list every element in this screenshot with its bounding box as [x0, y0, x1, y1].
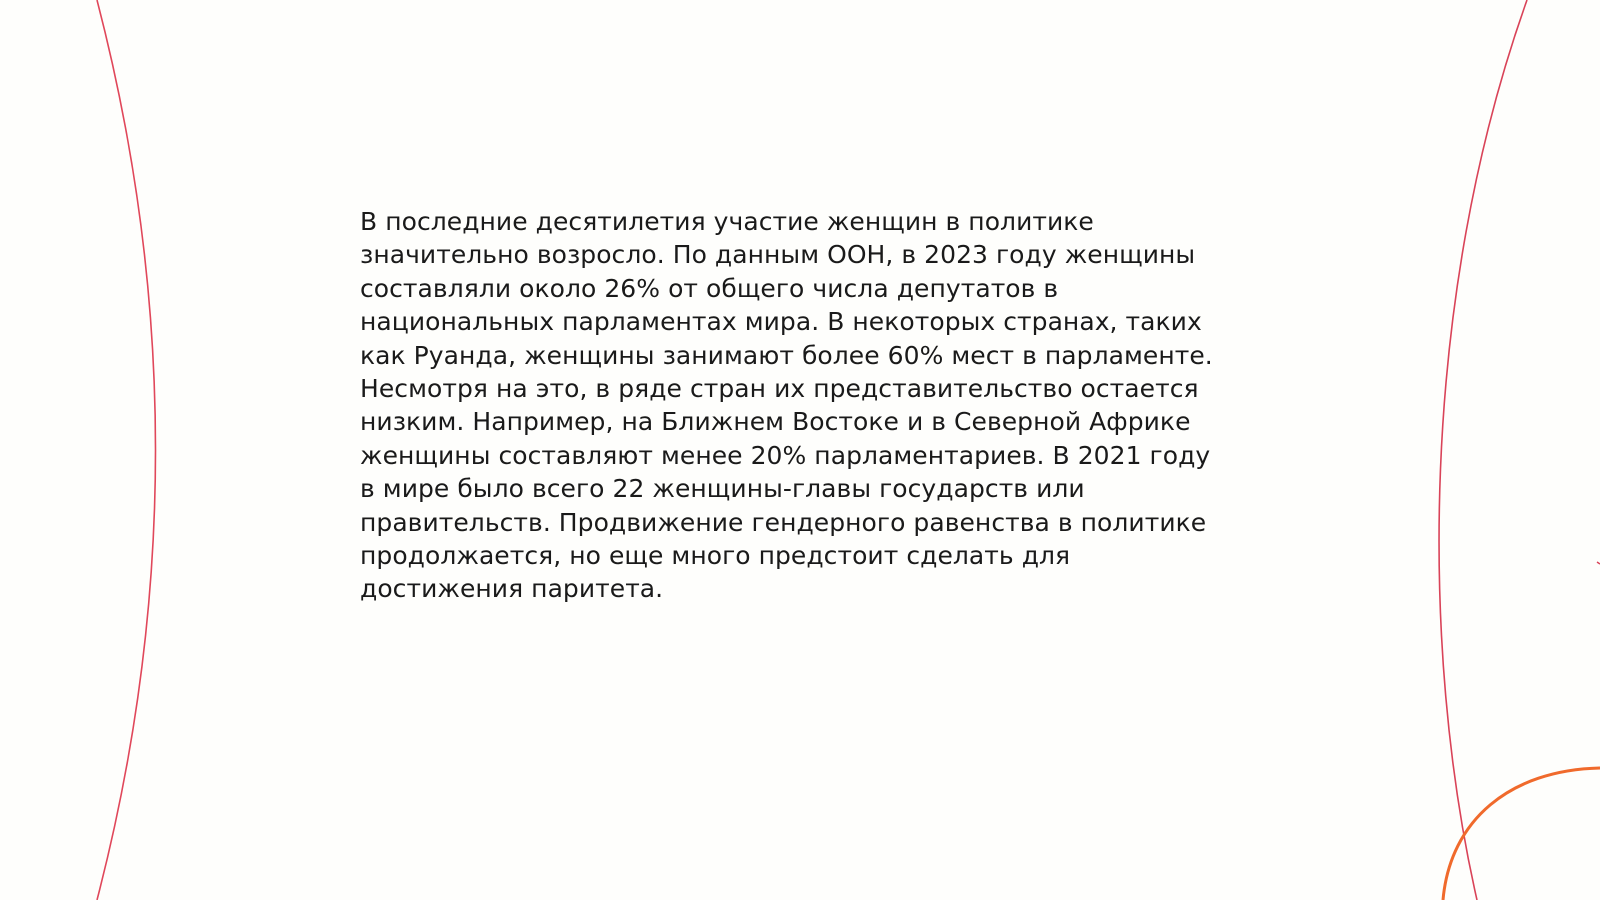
body-line: правительств. Продвижение гендерного равенства в политике: [360, 507, 1207, 537]
body-line: Несмотря на это, в ряде стран их представительство остается: [360, 374, 1199, 404]
body-line: В последние десятилетия участие женщин в политике: [360, 207, 1094, 236]
body-line: женщины составляют менее 20% парламентариев. В 2021 году: [360, 440, 1211, 470]
body-line: продолжается, но еще много предстоит сделать для: [360, 541, 1071, 571]
body-paragraph: [360, 205, 1260, 606]
bottom-right-arc: [1443, 768, 1600, 900]
right-curve-line: [1439, 0, 1527, 900]
body-line: национальных парламентах мира. В некоторых странах, таких: [360, 307, 1202, 337]
body-line: составляли около 26% от общего числа депутатов в: [360, 273, 1059, 303]
body-line: в мире было всего 22 женщины-главы государств или: [360, 474, 1085, 504]
body-line: значительно возросло. По данным ООН, в 2023 году женщины: [360, 240, 1196, 270]
body-line: как Руанда, женщины занимают более 60% мест в парламенте.: [360, 340, 1213, 370]
body-line: достижения паритета.: [360, 574, 664, 604]
left-curve-line: [97, 0, 156, 900]
body-line: низким. Например, на Ближнем Востоке и в Северной Африке: [360, 407, 1191, 437]
